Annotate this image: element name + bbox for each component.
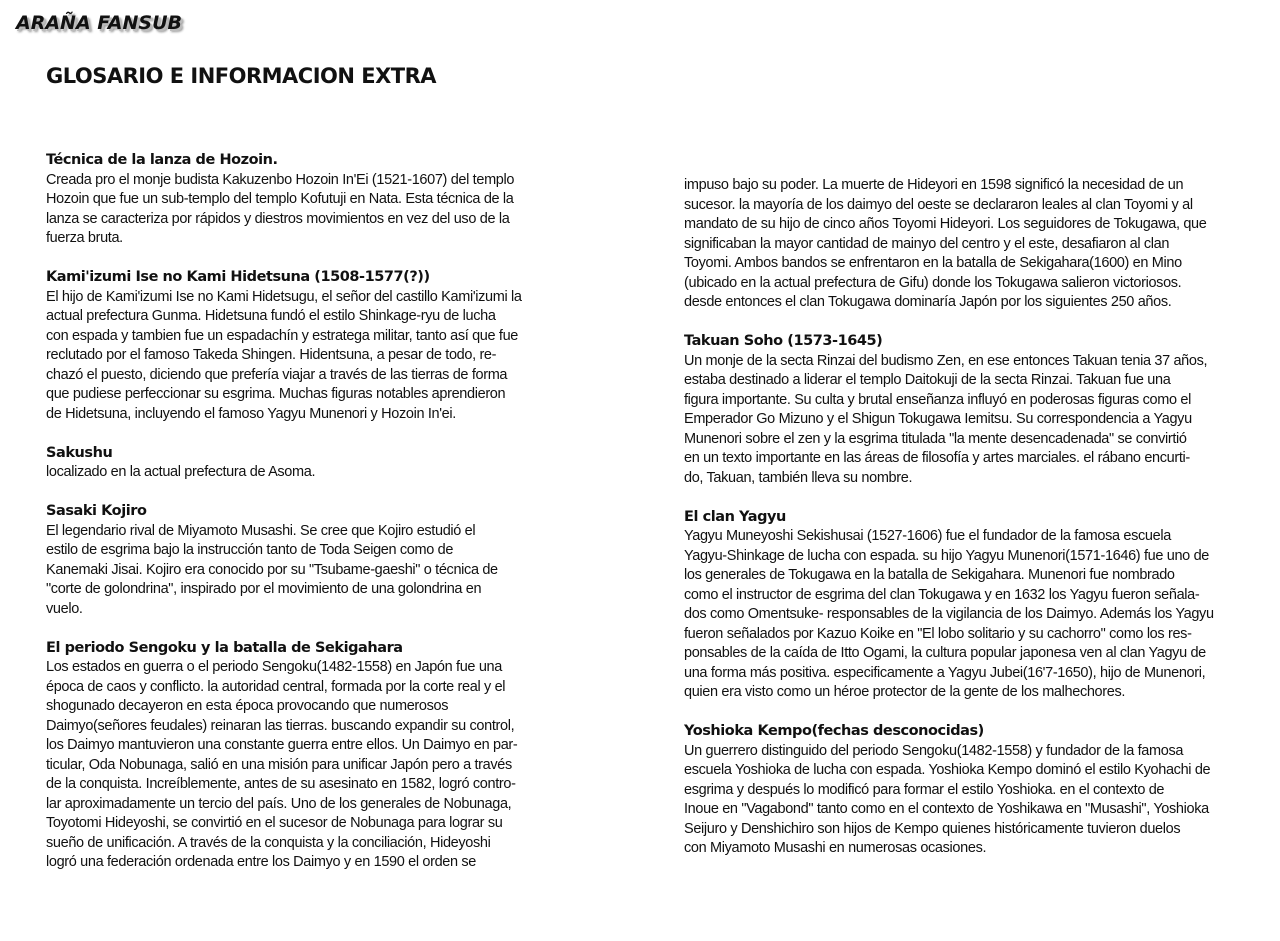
entry-line: ponsables de la caída de Itto Ogami, la cultura popular japonesa ven al clan Yagyu de xyxy=(684,645,1206,661)
entry-line: actual prefectura Gunma. Hidetsuna fundó el estilo Shinkage-ryu de lucha xyxy=(46,308,496,324)
entry-line: mandato de su hijo de cinco años Toyomi Hideyori. Los seguidores de Tokugawa, que xyxy=(684,216,1207,232)
entry-line: fuerza bruta. xyxy=(46,230,123,246)
glossary-entry xyxy=(684,508,1244,703)
entry-body xyxy=(46,658,606,873)
entry-line: época de caos y conflicto. la autoridad central, formada por la corte real y el xyxy=(46,678,506,695)
entry-line: do, Takuan, también lleva su nombre. xyxy=(684,469,913,486)
entry-line: estilo de esgrima bajo la instrucción tanto de Toda Seigen como de xyxy=(46,542,454,558)
entry-line: Seijuro y Denshichiro son hijos de Kempo quienes históricamente tuvieron duelos xyxy=(684,820,1181,837)
entry-line: impuso bajo su poder. La muerte de Hideyori en 1598 significó la necesidad de un xyxy=(684,177,1184,193)
entry-body xyxy=(46,288,606,425)
entry-line: Yagyu-Shinkage de lucha con espada. su hijo Yagyu Munenori(1571-1646) fue uno de xyxy=(684,547,1210,564)
entry-line: con Miyamoto Musashi en numerosas ocasiones. xyxy=(684,840,987,856)
entry-line: figura importante. Su culta y brutal enseñanza influyó en poderosas figuras como el xyxy=(684,391,1191,408)
entry-line: quien era visto como un héroe protector de la gente de los malhechores. xyxy=(684,684,1126,700)
entry-line: dos como Omentsuke- responsables de la vigilancia de los Daimyo. Además los Yagyu xyxy=(684,606,1214,622)
entry-line: con espada y tambien fue un espadachín y estratega militar, tanto así que fue xyxy=(46,327,519,344)
entry-line: Toyomi. Ambos bandos se enfrentaron en la batalla de Sekigahara(1600) en Mino xyxy=(684,255,1182,271)
glossary-entry xyxy=(684,722,1244,859)
entry-line: lanza se caracteriza por rápidos y diestros movimientos en vez del uso de la xyxy=(46,210,510,227)
entry-line: Hozoin que fue un sub-templo del templo Kofutuji en Nata. Esta técnica de la xyxy=(46,191,514,207)
entry-heading: Sasaki Kojiro xyxy=(46,503,147,519)
entry-line: "corte de golondrina", inspirado por el movimiento de una golondrina en xyxy=(46,581,482,597)
entry-line: esgrima y después lo modificó para formar el estilo Yoshioka. en el contexto de xyxy=(684,781,1165,798)
entry-line: vuelo. xyxy=(46,600,83,617)
entry-line: chazó el puesto, diciendo que prefería viajar a través de las tierras de forma xyxy=(46,366,508,383)
entry-line: desde entonces el clan Tokugawa dominaría Japón por los siguientes 250 años. xyxy=(684,294,1172,310)
entry-line: Emperador Go Mizuno y el Shigun Tokugawa Iemitsu. Su correspondencia a Yagyu xyxy=(684,411,1192,427)
entry-line: Yagyu Muneyoshi Sekishusai (1527-1606) fue el fundador de la famosa escuela xyxy=(684,528,1171,544)
entry-line: El hijo de Kami'izumi Ise no Kami Hidetsugu, el señor del castillo Kami'izumi la xyxy=(46,288,522,305)
entry-line: de la conquista. Increíblemente, antes de su asesinato en 1582, logró contro- xyxy=(46,776,516,792)
left-column xyxy=(46,151,606,892)
glossary-entry xyxy=(46,268,606,424)
entry-line: sueño de unificación. A través de la conquista y la conciliación, Hideyoshi xyxy=(46,834,491,851)
entry-line: Daimyo(señores feudales) reinaran las tierras. buscando expandir su control, xyxy=(46,717,515,734)
entry-line: significaban la mayor cantidad de mainyo del centro y el este, desafiaron al clan xyxy=(684,235,1170,252)
glossary-entry xyxy=(684,332,1244,488)
entry-heading: Yoshioka Kempo(fechas desconocidas) xyxy=(684,723,984,739)
page-title: GLOSARIO E INFORMACION EXTRA xyxy=(46,64,437,88)
entry-body xyxy=(684,742,1244,859)
glossary-entry xyxy=(46,502,606,619)
entry-line: Creada pro el monje budista Kakuzenbo Hozoin In'Ei (1521-1607) del templo xyxy=(46,171,515,188)
entry-line: una forma más positiva. especificamente a Yagyu Jubei(16'7-1650), hijo de Munenori, xyxy=(684,664,1206,681)
entry-line: Un guerrero distinguido del periodo Sengoku(1482-1558) y fundador de la famosa xyxy=(684,742,1184,759)
entry-body xyxy=(684,176,1244,313)
entry-line: localizado en la actual prefectura de Asoma. xyxy=(46,464,316,480)
entry-heading: Takuan Soho (1573-1645) xyxy=(684,333,883,349)
entry-heading: Kami'izumi Ise no Kami Hidetsuna (1508-1577(?)) xyxy=(46,269,430,285)
entry-line: Munenori sobre el zen y la esgrima titulada "la mente desencadenada" se convirtió xyxy=(684,430,1187,447)
entry-line: Los estados en guerra o el periodo Sengoku(1482-1558) en Japón fue una xyxy=(46,659,502,675)
entry-line: que pudiese perfeccionar su esgrima. Muchas figuras notables aprendieron xyxy=(46,386,506,402)
entry-line: los generales de Tokugawa en la batalla de Sekigahara. Munenori fue nombrado xyxy=(684,567,1175,583)
glossary-entry xyxy=(684,176,1244,313)
entry-body xyxy=(46,171,606,249)
entry-line: Kanemaki Jisai. Kojiro era conocido por su "Tsubame-gaeshi" o técnica de xyxy=(46,561,498,578)
entry-line: reclutado por el famoso Takeda Shingen. Hidentsuna, a pesar de todo, re- xyxy=(46,347,497,363)
entry-line: (ubicado en la actual prefectura de Gifu) donde los Tokugawa salieron victoriosos. xyxy=(684,274,1182,291)
glossary-entry xyxy=(46,444,606,483)
entry-line: estaba destinado a liderar el templo Daitokuji de la secta Rinzai. Takuan fue una xyxy=(684,372,1171,388)
entry-line: los Daimyo mantuvieron una constante guerra entre ellos. Un Daimyo en par- xyxy=(46,737,518,753)
entry-body xyxy=(684,527,1244,703)
entry-body xyxy=(684,352,1244,489)
entry-line: escuela Yoshioka de lucha con espada. Yoshioka Kempo dominó el estilo Kyohachi de xyxy=(684,762,1211,778)
entry-body xyxy=(46,522,606,620)
entry-line: de Hidetsuna, incluyendo el famoso Yagyu Munenori y Hozoin In'ei. xyxy=(46,405,456,422)
entry-line: logró una federación ordenada entre los Daimyo y en 1590 el orden se xyxy=(46,854,477,870)
entry-line: fueron señalados por Kazuo Koike en "El lobo solitario y su cachorro" como los res- xyxy=(684,625,1192,642)
entry-heading: Sakushu xyxy=(46,444,113,461)
entry-heading: Técnica de la lanza de Hozoin. xyxy=(46,152,278,168)
entry-body xyxy=(46,463,606,483)
entry-line: como el instructor de esgrima del clan Tokugawa y en 1632 los Yagyu fueron señala- xyxy=(684,586,1200,603)
fansub-logo: ARAÑA FANSUB xyxy=(16,12,182,34)
entry-heading: El periodo Sengoku y la batalla de Sekigahara xyxy=(46,639,403,656)
entry-line: El legendario rival de Miyamoto Musashi. Se cree que Kojiro estudió el xyxy=(46,522,476,539)
entry-line: lar aproximadamente un tercio del país. Uno de los generales de Nobunaga, xyxy=(46,795,512,812)
entry-line: sucesor. la mayoría de los daimyo del oeste se declararon leales al clan Toyomi y al xyxy=(684,196,1193,213)
glossary-entry xyxy=(46,151,606,249)
entry-line: Un monje de la secta Rinzai del budismo Zen, en ese entonces Takuan tenia 37 años, xyxy=(684,352,1208,369)
entry-heading: El clan Yagyu xyxy=(684,508,786,525)
entry-line: Toyotomi Hideyoshi, se convirtió en el sucesor de Nobunaga para lograr su xyxy=(46,815,503,831)
entry-line: Inoue en "Vagabond" tanto como en el contexto de Yoshikawa en "Musashi", Yoshioka xyxy=(684,801,1209,817)
entry-line: en un texto importante en las áreas de filosofía y artes marciales. el rábano encurti- xyxy=(684,450,1190,466)
entry-line: ticular, Oda Nobunaga, salió en una misión para unificar Japón pero a través xyxy=(46,756,512,773)
right-column xyxy=(684,176,1244,878)
entry-line: shogunado decayeron en esta época provocando que numerosos xyxy=(46,698,449,714)
glossary-entry xyxy=(46,639,606,873)
